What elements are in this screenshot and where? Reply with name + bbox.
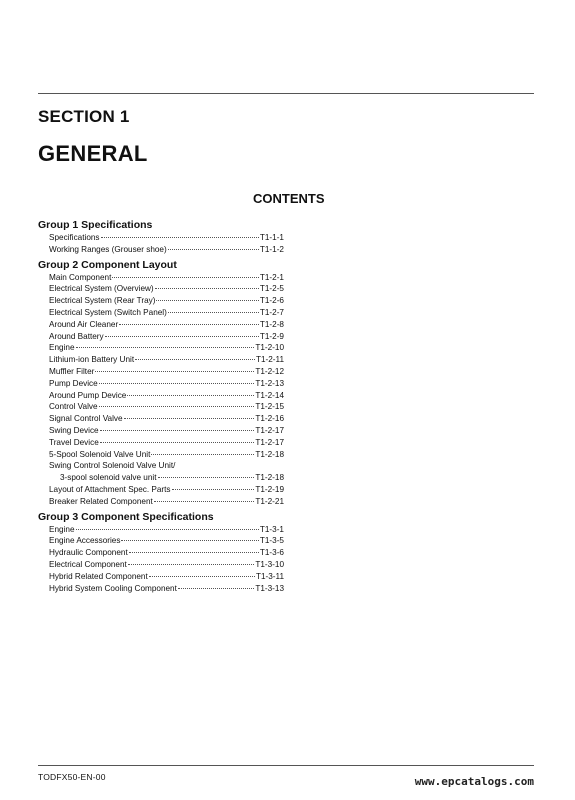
toc-entry[interactable] bbox=[38, 307, 284, 319]
toc-entry-label: Electrical System (Overview) bbox=[49, 284, 154, 294]
toc-page-number: T1-3-1 bbox=[259, 524, 284, 534]
toc-page-number: T1-2-8 bbox=[259, 319, 284, 329]
dot-leader bbox=[178, 588, 254, 589]
toc-group bbox=[38, 258, 284, 508]
toc-entry-label: 5-Spool Solenoid Valve Unit bbox=[49, 449, 151, 459]
dot-leader bbox=[127, 395, 254, 396]
toc-entry[interactable] bbox=[38, 571, 284, 583]
toc-entry[interactable] bbox=[38, 232, 284, 244]
toc-entry[interactable] bbox=[38, 547, 284, 559]
dot-leader bbox=[76, 529, 259, 530]
toc-entry[interactable] bbox=[38, 449, 284, 461]
toc-entry[interactable] bbox=[38, 484, 284, 496]
toc-entry-label: Pump Device bbox=[49, 378, 98, 388]
dot-leader bbox=[124, 418, 255, 419]
toc-entry-label: Hydraulic Component bbox=[49, 548, 128, 558]
toc-entry[interactable] bbox=[38, 535, 284, 547]
document-code: TODFX50-EN-00 bbox=[38, 772, 106, 782]
toc-group-title: Group 1 Specifications bbox=[38, 219, 153, 231]
toc-page-number: T1-3-10 bbox=[255, 559, 284, 569]
toc-entry-label: Travel Device bbox=[49, 437, 99, 447]
toc-page-number: T1-1-2 bbox=[259, 244, 284, 254]
toc-group bbox=[38, 510, 284, 595]
toc-entry-label: Lithium-ion Battery Unit bbox=[49, 355, 135, 365]
toc-entry[interactable] bbox=[38, 390, 284, 402]
toc-entry[interactable] bbox=[38, 331, 284, 343]
dot-leader bbox=[135, 359, 255, 360]
toc-entry-label: Hybrid Related Component bbox=[49, 571, 148, 581]
toc-entry-label: Swing Control Solenoid Valve Unit/ bbox=[49, 461, 176, 471]
footer-rule bbox=[38, 765, 534, 766]
toc-page-number: T1-2-17 bbox=[255, 425, 284, 435]
toc-page-number: T1-2-10 bbox=[255, 343, 284, 353]
toc-page-number: T1-2-13 bbox=[255, 378, 284, 388]
section-label: SECTION 1 bbox=[38, 107, 130, 126]
toc-group bbox=[38, 218, 284, 256]
dot-leader bbox=[112, 277, 259, 278]
toc-entry[interactable] bbox=[38, 366, 284, 378]
toc-entry[interactable] bbox=[38, 354, 284, 366]
dot-leader bbox=[154, 501, 255, 502]
toc-entry[interactable] bbox=[38, 319, 284, 331]
toc-entry[interactable] bbox=[38, 583, 284, 595]
toc-entry[interactable] bbox=[38, 342, 284, 354]
toc-entry-label: Hybrid System Cooling Component bbox=[49, 583, 177, 593]
toc-page-number: T1-3-6 bbox=[259, 548, 284, 558]
dot-leader bbox=[105, 336, 259, 337]
dot-leader bbox=[119, 324, 259, 325]
toc-entry-continuation[interactable] bbox=[38, 472, 284, 484]
contents-heading: CONTENTS bbox=[253, 191, 325, 206]
toc-page-number: T1-2-15 bbox=[255, 402, 284, 412]
toc-page-number: T1-2-11 bbox=[255, 355, 284, 365]
toc-entry-label: Muffler Filter bbox=[49, 366, 95, 376]
toc-entry-label: Electrical System (Switch Panel) bbox=[49, 307, 167, 317]
toc-page-number: T1-2-18 bbox=[255, 473, 284, 483]
toc-entry-label: Around Pump Device bbox=[49, 390, 127, 400]
toc-entry[interactable] bbox=[38, 401, 284, 413]
toc-entry-label: Around Battery bbox=[49, 331, 104, 341]
toc-group-title: Group 3 Component Specifications bbox=[38, 510, 214, 523]
toc-entry-label: Engine bbox=[49, 343, 75, 353]
toc-entry[interactable] bbox=[38, 425, 284, 437]
dot-leader bbox=[99, 406, 255, 407]
dot-leader bbox=[151, 454, 254, 455]
toc-page-number: T1-2-21 bbox=[255, 496, 284, 506]
dot-leader bbox=[129, 552, 259, 553]
toc-page-number: T1-3-11 bbox=[255, 571, 284, 581]
toc-entry-label: Breaker Related Component bbox=[49, 496, 153, 506]
toc-page-number: T1-2-17 bbox=[255, 437, 284, 447]
toc-entry[interactable] bbox=[38, 244, 284, 256]
dot-leader bbox=[168, 249, 259, 250]
toc-page-number: T1-2-5 bbox=[259, 284, 284, 294]
table-of-contents bbox=[38, 218, 284, 594]
toc-entry-label: 3-spool solenoid valve unit bbox=[60, 473, 157, 483]
toc-page-number: T1-2-16 bbox=[255, 414, 284, 424]
toc-entry[interactable] bbox=[38, 378, 284, 390]
toc-entry[interactable] bbox=[38, 460, 284, 472]
toc-entry-label: Main Component bbox=[49, 272, 112, 282]
toc-entry[interactable] bbox=[38, 496, 284, 508]
toc-page-number: T1-2-6 bbox=[259, 296, 284, 306]
dot-leader bbox=[156, 300, 258, 301]
toc-entry[interactable] bbox=[38, 295, 284, 307]
toc-group-title: Group 2 Component Layout bbox=[38, 258, 177, 271]
toc-entry[interactable] bbox=[38, 524, 284, 536]
watermark-link[interactable]: www.epcatalogs.com bbox=[414, 775, 534, 788]
dot-leader bbox=[128, 564, 255, 565]
dot-leader bbox=[101, 237, 259, 238]
toc-entry-label: Specifications bbox=[49, 233, 100, 242]
toc-page-number: T1-2-12 bbox=[255, 366, 284, 376]
dot-leader bbox=[95, 371, 254, 372]
toc-entry[interactable] bbox=[38, 272, 284, 284]
toc-entry[interactable] bbox=[38, 559, 284, 571]
toc-page-number: T1-3-13 bbox=[255, 583, 284, 593]
toc-entry-label: Control Valve bbox=[49, 402, 98, 412]
toc-entry-label: Engine bbox=[49, 524, 75, 534]
dot-leader bbox=[121, 540, 258, 541]
dot-leader bbox=[168, 312, 259, 313]
toc-page-number: T1-2-14 bbox=[255, 390, 284, 400]
toc-entry[interactable] bbox=[38, 437, 284, 449]
dot-leader bbox=[149, 576, 255, 577]
toc-page-number: T1-1-1 bbox=[259, 233, 284, 242]
header-rule bbox=[38, 93, 534, 94]
toc-entry-label: Layout of Attachment Spec. Parts bbox=[49, 484, 171, 494]
toc-entry[interactable] bbox=[38, 413, 284, 425]
toc-entry-label: Working Ranges (Grouser shoe) bbox=[49, 244, 167, 254]
toc-page-number: T1-2-18 bbox=[255, 449, 284, 459]
dot-leader bbox=[172, 489, 255, 490]
dot-leader bbox=[155, 288, 259, 289]
toc-entry-label: Engine Accessories bbox=[49, 536, 121, 546]
dot-leader bbox=[100, 430, 255, 431]
dot-leader bbox=[100, 442, 255, 443]
toc-page-number: T1-3-5 bbox=[259, 536, 284, 546]
dot-leader bbox=[99, 383, 255, 384]
dot-leader bbox=[158, 477, 255, 478]
dot-leader bbox=[76, 347, 255, 348]
toc-entry-label: Signal Control Valve bbox=[49, 414, 123, 424]
toc-entry-label: Electrical System (Rear Tray) bbox=[49, 296, 156, 306]
toc-page-number: T1-2-7 bbox=[259, 307, 284, 317]
toc-entry-label: Swing Device bbox=[49, 425, 99, 435]
toc-entry-label: Electrical Component bbox=[49, 559, 127, 569]
toc-entry-label: Around Air Cleaner bbox=[49, 319, 119, 329]
toc-page-number: T1-2-19 bbox=[255, 484, 284, 494]
toc-entry[interactable] bbox=[38, 283, 284, 295]
toc-page-number: T1-2-9 bbox=[259, 331, 284, 341]
toc-page-number: T1-2-1 bbox=[259, 272, 284, 282]
section-title: GENERAL bbox=[38, 141, 148, 166]
